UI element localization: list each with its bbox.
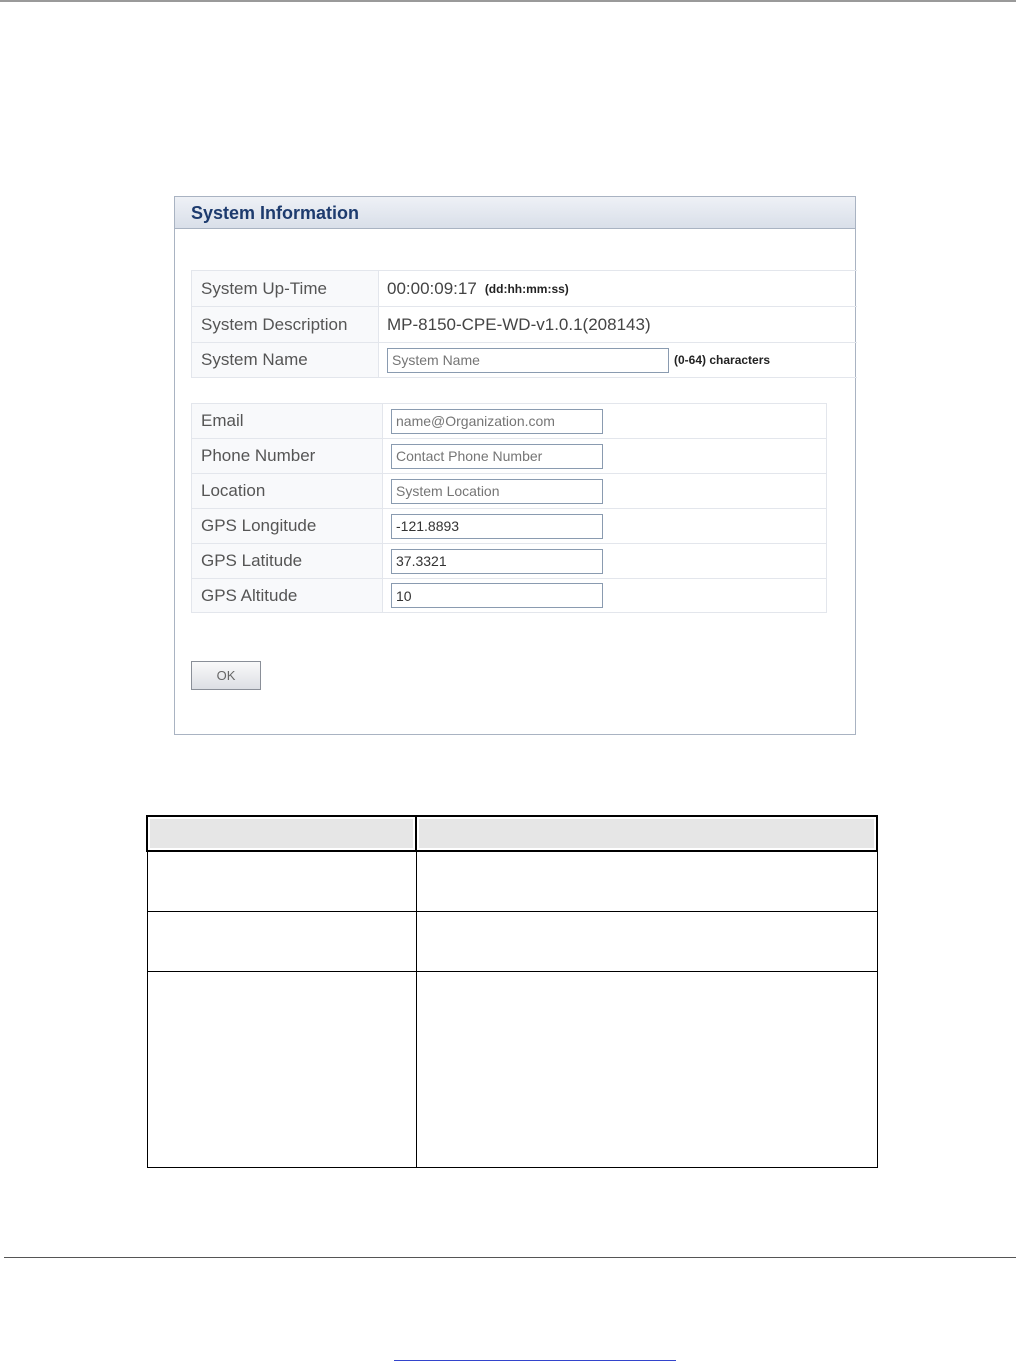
table-row <box>147 912 877 972</box>
table-header-cell <box>147 816 416 851</box>
table-row <box>147 851 877 912</box>
phone-row <box>191 438 827 473</box>
description-row <box>191 306 857 342</box>
phone-cell <box>383 444 603 469</box>
gps-altitude-input[interactable] <box>391 583 603 608</box>
gps-latitude-input[interactable] <box>391 549 603 574</box>
email-row <box>191 403 827 438</box>
location-label: Location <box>192 474 383 508</box>
uptime-label: System Up-Time <box>191 271 379 306</box>
description-value: MP-8150-CPE-WD-v1.0.1(208143) <box>387 314 651 334</box>
table-cell <box>147 851 416 912</box>
table-row <box>147 972 877 1168</box>
system-status-group <box>191 270 857 378</box>
email-cell <box>383 409 603 434</box>
longitude-label: GPS Longitude <box>192 509 383 543</box>
table-cell <box>147 972 416 1168</box>
system-name-label: System Name <box>191 343 379 377</box>
altitude-cell <box>383 583 603 608</box>
altitude-row <box>191 578 827 613</box>
location-input[interactable] <box>391 479 603 504</box>
uptime-format: (dd:hh:mm:ss) <box>484 281 569 296</box>
email-label: Email <box>192 404 383 438</box>
latitude-row <box>191 543 827 578</box>
phone-label: Phone Number <box>192 439 383 473</box>
email-input[interactable] <box>391 409 603 434</box>
footer-link-underline[interactable] <box>394 1360 676 1361</box>
ok-button[interactable]: OK <box>191 661 261 690</box>
latitude-cell <box>383 549 603 574</box>
system-name-hint: (0-64) characters <box>674 353 771 367</box>
table-cell <box>416 912 877 972</box>
system-name-input[interactable] <box>387 348 669 373</box>
system-name-row <box>191 342 857 378</box>
table-cell <box>416 972 877 1168</box>
contact-gps-group <box>191 403 827 613</box>
description-label: System Description <box>191 307 379 342</box>
system-name-cell <box>379 348 770 373</box>
table-cell <box>416 851 877 912</box>
panel-title: System Information <box>191 203 360 223</box>
longitude-cell <box>383 514 603 539</box>
system-information-panel <box>174 196 856 735</box>
location-row <box>191 473 827 508</box>
uptime-row <box>191 270 857 306</box>
top-rule <box>0 0 1016 2</box>
table-cell <box>147 912 416 972</box>
table-header-row <box>147 816 877 851</box>
parameter-description-table <box>146 815 878 1168</box>
latitude-label: GPS Latitude <box>192 544 383 578</box>
location-cell <box>383 479 603 504</box>
altitude-label: GPS Altitude <box>192 579 383 612</box>
footer-rule <box>4 1257 1016 1258</box>
panel-header <box>175 197 855 229</box>
uptime-value: 00:00:09:17 <box>387 278 477 298</box>
longitude-row <box>191 508 827 543</box>
gps-longitude-input[interactable] <box>391 514 603 539</box>
phone-number-input[interactable] <box>391 444 603 469</box>
uptime-value-cell <box>379 279 569 299</box>
table-header-cell <box>416 816 877 851</box>
